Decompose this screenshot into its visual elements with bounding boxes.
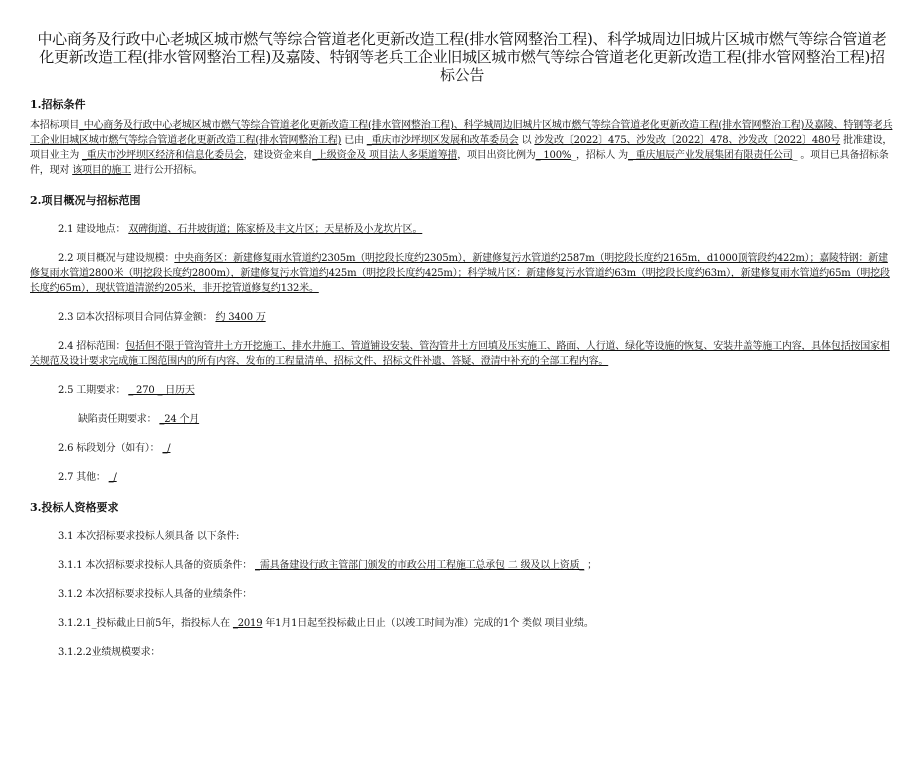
text: ，项目出资比例为 [457,150,536,161]
start-year: _2019 [232,618,263,629]
label: 2.6 标段划分（如有）： [58,443,160,454]
notice-title: 中心商务及行政中心老城区城市燃气等综合管道老化更新改造工程(排水管网整治工程)、科学城周边旧城片区城市燃气等综合管道老化更新改造工程(排水管网整治工程)及嘉陵、特钢等老兵工企业旧城区城市燃气等综合管道老化更新改造工程(排水管网整治工程)招标公告 [37,30,887,84]
label: 2.1 建设地点： [58,224,126,235]
label: 2.7 其他： [58,472,106,483]
label: 2.5 工期要求： [58,385,126,396]
text: ； [587,560,597,571]
funding-source: _上级资金及 项目法人多渠道筹措 [312,150,458,161]
approval-authority: _重庆市沙坪坝区发展和改革委员会 [366,135,519,146]
value: _/ [108,472,117,483]
label: 2.2 项目概况与建设规模： [58,253,175,264]
text: ，建设资金来自 [243,150,313,161]
value: 中央商务区：新建修复雨水管道约2305m（明挖段长度约2305m），新建修复污水管道约2587m（明挖段长度约2165m，d1000顶管段约422m）；嘉陵特钢：新建修复雨水管道2800米（明挖段长度约2800m），新建修复污水管道约425m（明挖段长度约425m）；科学城片区：新建修复污水管道约63m（明挖段长度约63m），新建修复雨水管道约65m（明挖段长度约65m），现状管道清淤约205米，非开挖管道修复约132米。 [30,253,890,294]
tender-scope [30,339,894,369]
approval-document-numbers: 沙发改〔2022〕475、沙发改〔2022〕478、沙发改〔2022〕480号 [534,135,841,146]
tender-subject: 该项目的施工 [72,165,131,176]
value: _ 270 _ 日历天 [128,385,195,396]
text: 年1月1日起至投标截止日止（以竣工时间为准）完成的1个 类似 项目业绩。 [265,618,594,629]
label: 2.3 ☑本次招标项目合同估算金额： [58,312,213,323]
notice-page [0,30,908,759]
label: 3.1.1 本次招标要求投标人具备的资质条件： [58,560,253,571]
section-heading-3: 3.投标人资格要求 [30,501,119,514]
performance-period [30,616,894,631]
construction-period [30,383,894,398]
value: _需具备建设行政主管部门颁发的市政公用工程施工总承包 二 级及以上资质_ [255,560,585,571]
project-owner: _重庆市沙坪坝区经济和信息化委员会 [81,150,244,161]
contract-estimate [30,310,894,325]
value: _/ [162,443,171,454]
tenderer: _ 重庆旭辰产业发展集团有限责任公司 [627,150,793,161]
text: 已由 [344,135,364,146]
qualification-certificate [30,558,894,573]
project-name: _中心商务及行政中心老城区城市燃气等综合管道老化更新改造工程(排水管网整治工程)、科学城周边旧城片区城市燃气等综合管道老化更新改造工程(排水管网整治工程)及嘉陵、特钢等老兵工企业旧城区城市燃气等综合管道老化更新改造工程(排水管网整治工程) [30,120,893,146]
defect-liability-period [30,412,894,427]
section-heading-2: 2.项目概况与招标范围 [30,194,141,207]
label: 2.4 招标范围： [58,341,126,352]
other [30,470,894,485]
label: 缺陷责任期要求： [78,414,157,425]
value: 双碑街道、石井坡街道；陈家桥及丰文片区；天星桥及小龙坎片区。 [128,224,423,235]
value: _24 个月 [159,414,200,425]
value: 包括但不限于管沟管井土方开挖施工、排水井施工、管道铺设安装、管沟管井土方回填及压实施工、路面、人行道、绿化等设施的恢复、安装井盖等施工内容，具体包括按国家相关规范及设计要求完成施工图范围内的所有内容、发布的工程量清单、招标文件、招标文件补遗、答疑、澄清中补充的全部工程内容。 [30,341,890,367]
text: 3.1.2.1_投标截止日前5年，指投标人在 [58,618,230,629]
text: _，招标人 为 [571,150,628,161]
text: 以 [521,135,532,146]
text: _ 。项目已具备招标条件，现对 [30,150,889,176]
qualification-intro: 3.1 本次招标要求投标人须具备 以下条件: [58,531,240,542]
construction-location [30,222,894,237]
text: 本招标项目 [30,120,79,131]
tender-conditions-paragraph [30,118,894,178]
funding-ratio: _ 100% [535,150,572,161]
performance-requirements: 3.1.2 本次招标要求投标人具备的业绩条件： [58,589,253,600]
text: 进行公开招标。 [133,165,203,176]
section-heading-1: 1.招标条件 [30,98,86,111]
performance-scale: 3.1.2.2业绩规模要求： [58,647,161,658]
lot-division [30,441,894,456]
value: 约 3400 万 [215,312,266,323]
text: 批准建设，项目业主为 [30,135,893,161]
project-overview [30,251,894,296]
